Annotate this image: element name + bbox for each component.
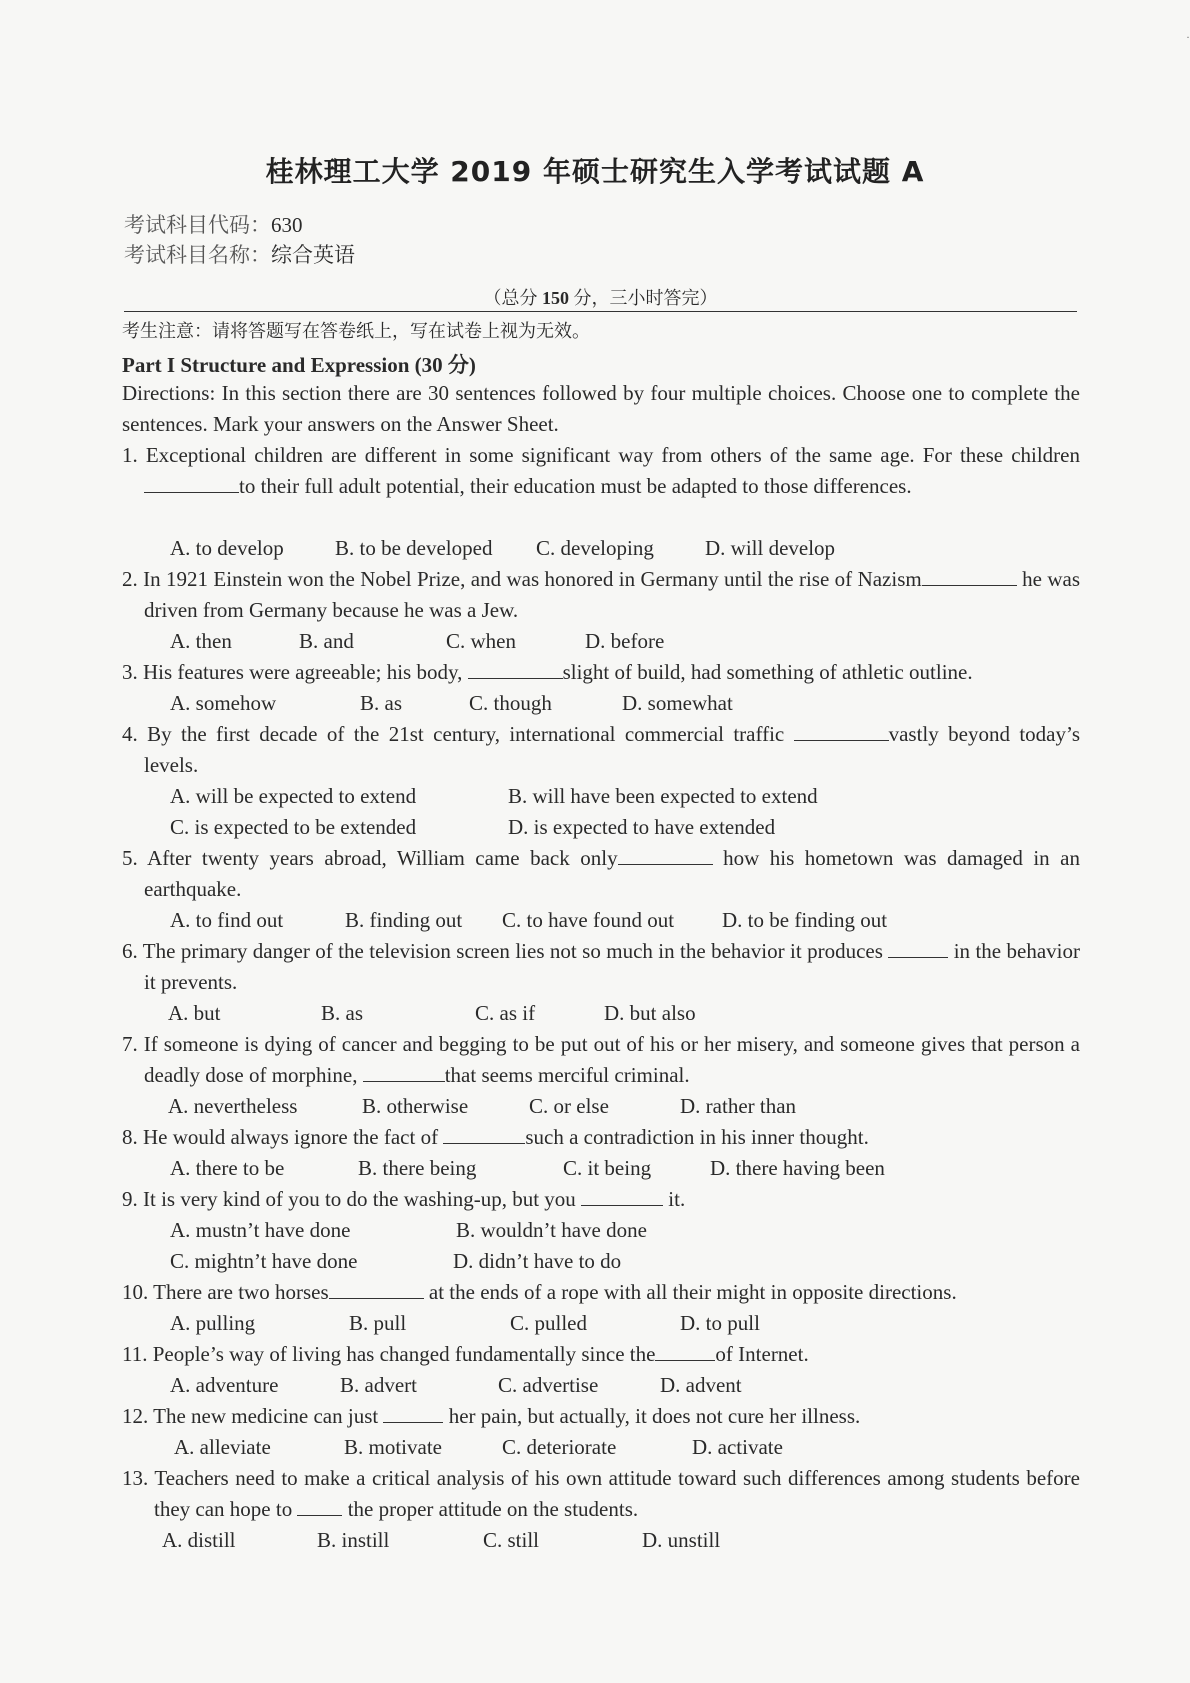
total-prefix: （总分 (483, 288, 538, 308)
exam-title: 桂林理工大学 2019 年硕士研究生入学考试试题 A (265, 155, 925, 188)
option: C. mightn’t have done (170, 1249, 358, 1273)
question-12: 12. The new medicine can just her pain, but actually, it does not cure her illness. (122, 1404, 861, 1428)
question-8: 8. He would always ignore the fact of such a contradiction in his inner thought. (122, 1125, 869, 1149)
subject-code: 630 (271, 213, 303, 237)
option: B. as (360, 691, 402, 715)
answer-blank (383, 1402, 443, 1423)
option: A. adventure (170, 1373, 279, 1397)
part-directions: Directions: In this section there are 30 sentences followed by four multiple choices. Choose one to complete the sentences. Mark your answers on the Answer Sheet. (122, 381, 1080, 436)
question-10: 10. There are two horses at the ends of a rope with all their might in opposite directions. (122, 1280, 957, 1304)
question-2: 2. In 1921 Einstein won the Nobel Prize, and was honored in Germany until the rise of Nazism he was driven from Germany because he was a Jew. (122, 567, 1080, 622)
question-4: 4. By the first decade of the 21st century, international commercial traffic vastly beyond today’s levels. (122, 722, 1080, 777)
option: B. finding out (345, 908, 463, 932)
part-title: Part I Structure and Expression (30 分) (122, 353, 476, 377)
option: D. activate (692, 1435, 783, 1459)
answer-blank (581, 1185, 663, 1206)
answer-blank (443, 1123, 525, 1144)
option: A. nevertheless (168, 1094, 298, 1118)
option: C. when (446, 629, 516, 653)
option: B. to be developed (335, 536, 493, 560)
option: D. there having been (710, 1156, 885, 1180)
answer-blank (888, 937, 948, 958)
subject-code-line (124, 209, 303, 239)
question-1: 1. Exceptional children are different in some significant way from others of the same age. For these children to their full adult potential, their education must be adapted to those differences. (122, 443, 1080, 498)
option: C. advertise (498, 1373, 599, 1397)
option: D. is expected to have extended (508, 815, 776, 839)
option: D. will develop (705, 536, 836, 560)
option: C. though (469, 691, 552, 715)
answer-blank (618, 844, 713, 865)
option: D. didn’t have to do (453, 1249, 622, 1273)
question-5: 5. After twenty years abroad, William came back only how his hometown was damaged in an earthquake. (122, 846, 1080, 901)
option: C. pulled (510, 1311, 587, 1335)
option: A. to find out (170, 908, 284, 932)
option: C. still (483, 1528, 540, 1552)
option: A. to develop (170, 536, 284, 560)
question-6: 6. The primary danger of the television screen lies not so much in the behavior it produces in the behavior it prevents. (122, 939, 1080, 994)
answer-blank (468, 658, 563, 679)
answer-blank (144, 472, 239, 493)
question-7: 7. If someone is dying of cancer and begging to be put out of his or her misery, and someone gives that person a deadly dose of morphine, that seems merciful criminal. (122, 1032, 1080, 1087)
option: A. somehow (170, 691, 277, 715)
option: C. developing (536, 536, 654, 560)
subject-name: 综合英语 (271, 243, 355, 267)
option: A. alleviate (174, 1435, 271, 1459)
option: A. there to be (170, 1156, 285, 1180)
question-3: 3. His features were agreeable; his body, slight of build, had something of athletic outline. (122, 660, 973, 684)
option: B. will have been expected to extend (508, 784, 818, 808)
option: D. unstill (642, 1528, 721, 1552)
option: B. wouldn’t have done (456, 1218, 647, 1242)
subject-name-label: 考试科目名称： (124, 243, 271, 267)
answer-blank (794, 720, 889, 741)
question-9: 9. It is very kind of you to do the washing-up, but you it. (122, 1187, 686, 1211)
question-11: 11. People’s way of living has changed fundamentally since the of Internet. (122, 1342, 809, 1366)
answer-blank (363, 1061, 445, 1082)
option: C. or else (529, 1094, 609, 1118)
option: D. rather than (680, 1094, 797, 1118)
total-score-line (124, 285, 1077, 312)
option: A. distill (162, 1528, 236, 1552)
total-score: 150 (542, 288, 569, 308)
option: A. mustn’t have done (170, 1218, 351, 1242)
answer-blank (922, 565, 1017, 586)
option: B. as (321, 1001, 363, 1025)
option: A. but (168, 1001, 221, 1025)
option: B. pull (349, 1311, 407, 1335)
corner-mark: · (1186, 30, 1190, 44)
option: B. otherwise (362, 1094, 469, 1118)
answer-blank (329, 1278, 424, 1299)
subject-name-line (124, 239, 355, 269)
question-13: 13. Teachers need to make a critical analysis of his own attitude toward such differences among students before they can hope to the proper attitude on the students. (122, 1466, 1080, 1521)
option: C. to have found out (502, 908, 675, 932)
option: B. advert (340, 1373, 417, 1397)
answer-blank (655, 1340, 715, 1361)
option: D. to be finding out (722, 908, 888, 932)
option: A. pulling (170, 1311, 256, 1335)
option: C. is expected to be extended (170, 815, 417, 839)
option: D. but also (604, 1001, 696, 1025)
option: B. motivate (344, 1435, 442, 1459)
option: B. there being (358, 1156, 477, 1180)
option: A. then (170, 629, 232, 653)
subject-code-label: 考试科目代码： (124, 213, 271, 237)
option: D. advent (660, 1373, 742, 1397)
option: B. and (299, 629, 354, 653)
option: D. to pull (680, 1311, 760, 1335)
total-suffix: 分，三小时答完） (573, 288, 718, 308)
option: B. instill (317, 1528, 390, 1552)
option: D. before (585, 629, 665, 653)
exam-notice: 考生注意：请将答题写在答卷纸上，写在试卷上视为无效。 (122, 321, 590, 341)
option: A. will be expected to extend (170, 784, 417, 808)
option: C. it being (563, 1156, 652, 1180)
option: C. deteriorate (502, 1435, 617, 1459)
answer-blank (297, 1495, 342, 1516)
option: C. as if (475, 1001, 536, 1025)
option: D. somewhat (622, 691, 733, 715)
